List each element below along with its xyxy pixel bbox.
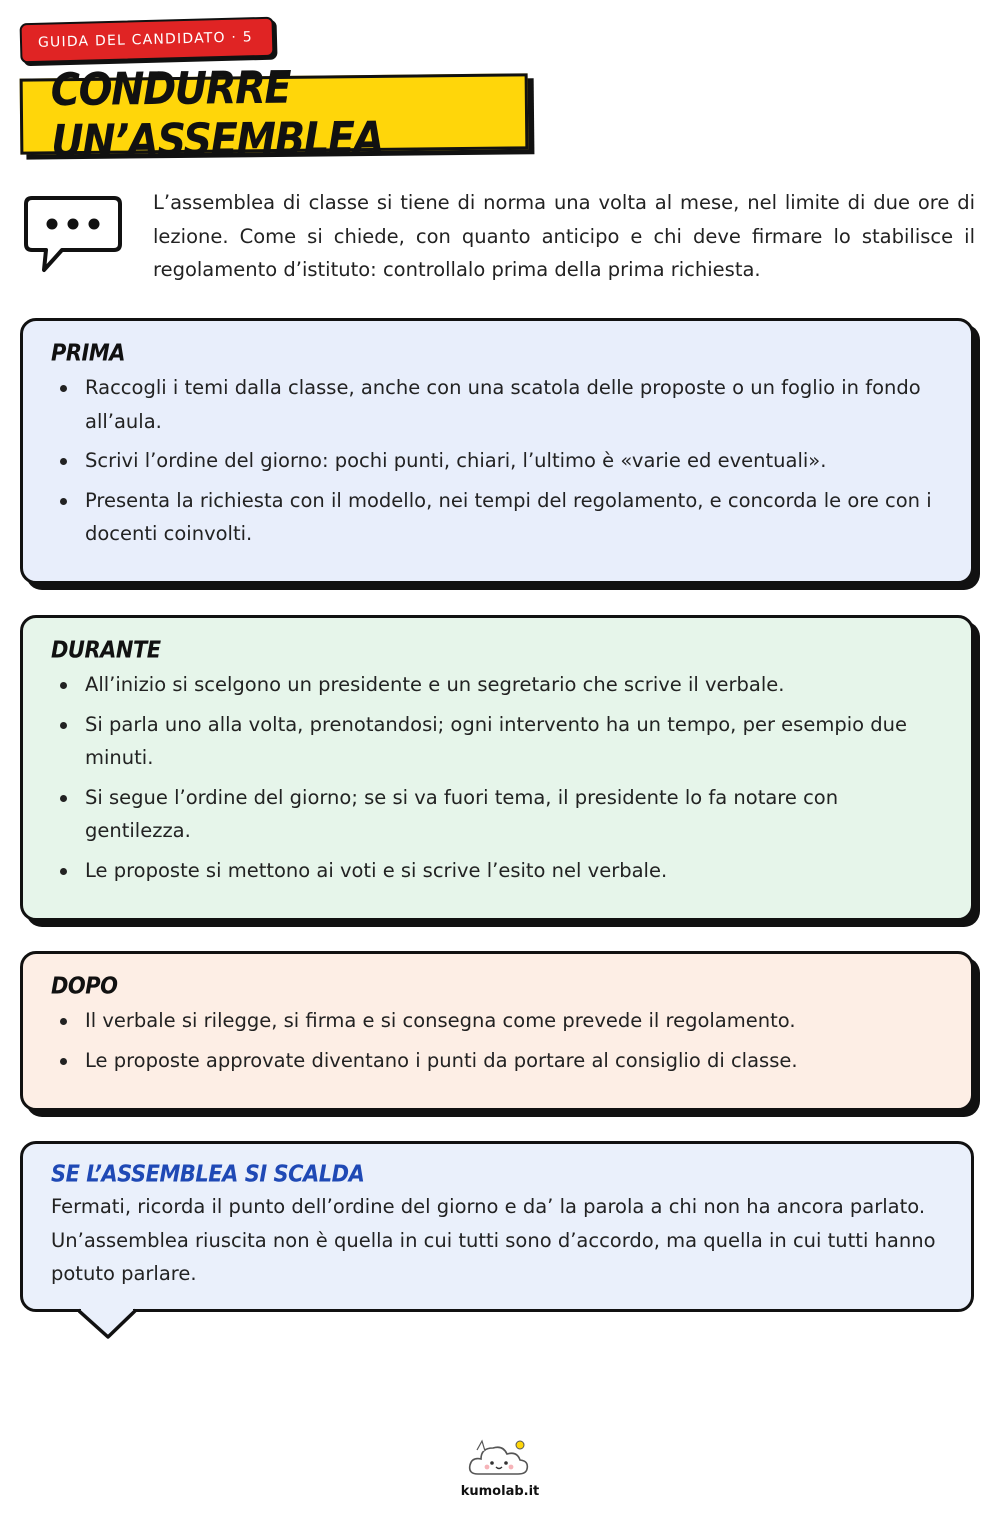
guide-tag-label: GUIDA DEL CANDIDATO · 5 — [37, 29, 254, 51]
bullet-list — [51, 371, 941, 551]
tip-callout — [20, 1141, 974, 1312]
list-item: Si segue l’ordine del giorno; se si va fuori tema, il presidente lo fa notare con gentilezza. — [85, 781, 941, 848]
list-item: Le proposte si mettono ai voti e si scrive l’esito nel verbale. — [85, 854, 941, 888]
section-heading: DOPO — [51, 973, 118, 999]
section-heading: PRIMA — [51, 340, 126, 366]
section-heading: DURANTE — [51, 637, 161, 663]
list-item: Raccogli i temi dalla classe, anche con una scatola delle proposte o un foglio in fondo all’aula. — [85, 371, 941, 438]
list-item: Si parla uno alla volta, prenotandosi; ogni intervento ha un tempo, per esempio due minuti. — [85, 708, 941, 775]
speech-bubble-icon — [22, 194, 124, 276]
title-banner — [20, 62, 529, 168]
footer-site: kumolab.it — [460, 1484, 540, 1499]
list-item: Il verbale si rilegge, si firma e si consegna come prevede il regolamento. — [85, 1004, 941, 1038]
bullet-list — [51, 668, 941, 887]
cloud-mascot-icon — [466, 1436, 532, 1482]
section-durante — [20, 615, 974, 921]
bullet-list — [51, 1004, 941, 1077]
intro-text: L’assemblea di classe si tiene di norma una volta al mese, nel limite di due ore di lezione. Come si chiede, con quanto anticipo e chi deve firmare lo stabilisce il regolamento d’istituto: controllalo prima della prima richiesta. — [153, 191, 975, 281]
list-item: All’inizio si scelgono un presidente e un segretario che scrive il verbale. — [85, 668, 941, 702]
page-title: CONDURRE UN’ASSEMBLEA — [50, 62, 384, 168]
tip-text: Fermati, ricorda il punto dell’ordine del giorno e da’ la parola a chi non ha ancora parlato. Un’assemblea riuscita non è quella in cui tutti sono d’accordo, ma quella in cui tutti hanno potuto parlare. — [51, 1195, 936, 1285]
list-item: Le proposte approvate diventano i punti da portare al consiglio di classe. — [85, 1044, 941, 1078]
list-item: Scrivi l’ordine del giorno: pochi punti, chiari, l’ultimo è «varie ed eventuali». — [85, 444, 941, 478]
list-item: Presenta la richiesta con il modello, nei tempi del regolamento, e concorda le ore con i docenti coinvolti. — [85, 484, 941, 551]
section-dopo — [20, 951, 974, 1111]
callout-tail-icon — [78, 1307, 140, 1341]
section-prima — [20, 318, 974, 584]
guide-tag — [20, 17, 275, 64]
tip-heading: SE L’ASSEMBLEA SI SCALDA — [51, 1161, 365, 1187]
